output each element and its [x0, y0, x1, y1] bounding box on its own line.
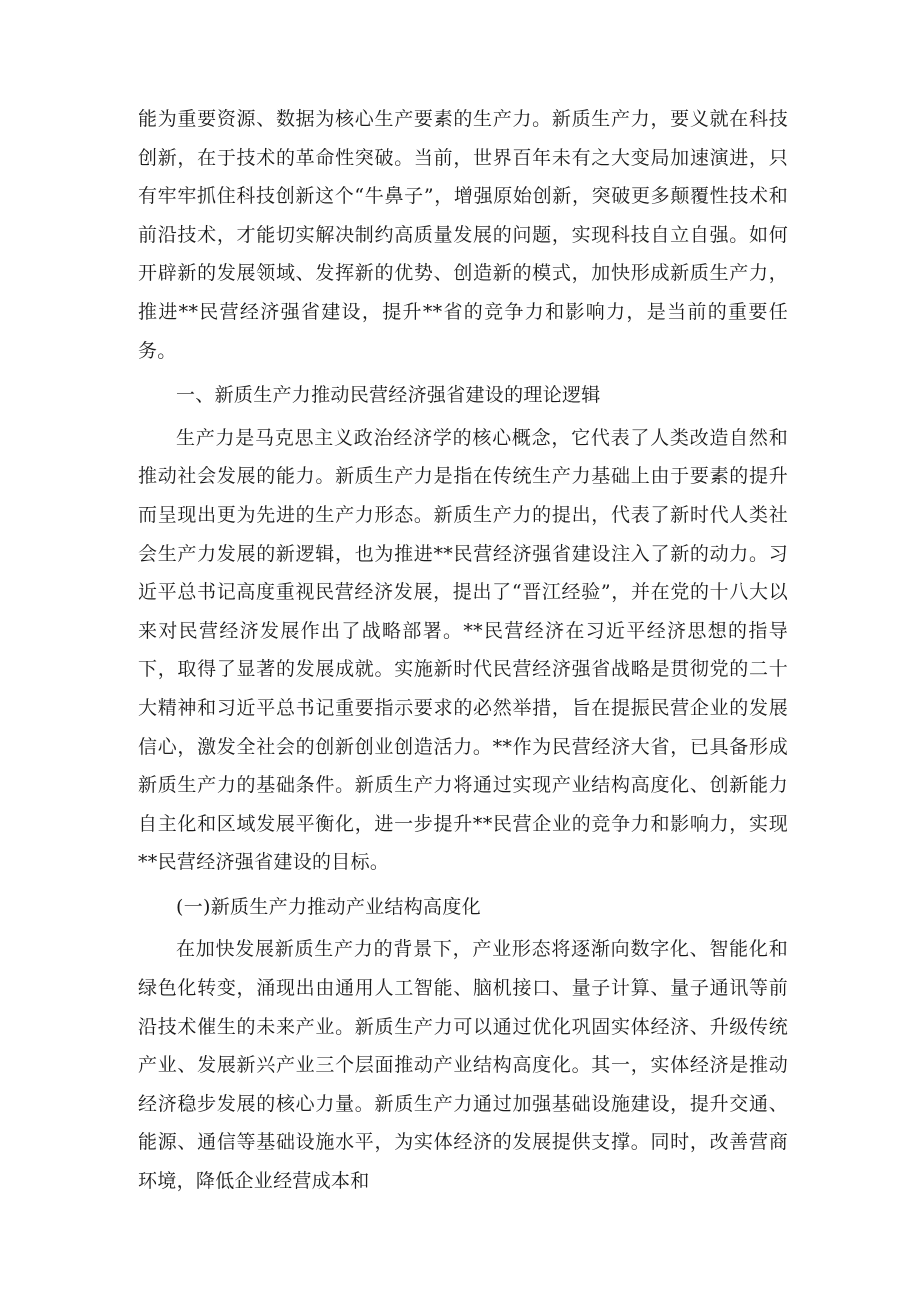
- section-heading-1: 一、新质生产力推动民营经济强省建设的理论逻辑: [176, 384, 601, 407]
- paragraph-industry-structure: 在加快发展新质生产力的背景下，产业形态将逐渐向数字化、智能化和绿色化转变，涌现出由通用人工智能、脑机接口、量子计算、量子通讯等前沿技术催生的未来产业。新质生产力可以通过优化巩固实体经济、升级传统产业、发展新兴产业三个层面推动产业结构高度化。其一，实体经济是推动经济稳步发展的核心力量。新质生产力通过加强基础设施建设，提升交通、能源、通信等基础设施水平，为实体经济的发展提供支撑。同时，改善营商环境，降低企业经营成本和: [138, 938, 788, 1193]
- document-body: [138, 100, 788, 1201]
- subsection-heading-1: (一)新质生产力推动产业结构高度化: [176, 895, 481, 918]
- paragraph-theory: 生产力是马克思主义政治经济学的核心概念，它代表了人类改造自然和推动社会发展的能力。新质生产力是指在传统生产力基础上由于要素的提升而呈现出更为先进的生产力形态。新质生产力的提出，代表了新时代人类社会生产力发展的新逻辑，也为推进**民营经济强省建设注入了新的动力。习近平总书记高度重视民营经济发展，提出了“晋江经验”，并在党的十八大以来对民营经济发展作出了战略部署。**民营经济在习近平经济思想的指导下，取得了显著的发展成就。实施新时代民营经济强省战略是贯彻党的二十大精神和习近平总书记重要指示要求的必然举措，旨在提振民营企业的发展信心，激发全社会的创新创业创造活力。**作为民营经济大省，已具备形成新质生产力的基础条件。新质生产力将通过实现产业结构高度化、创新能力自主化和区域发展平衡化，进一步提升**民营企业的竞争力和影响力，实现**民营经济强省建设的目标。: [138, 426, 788, 874]
- paragraph-intro-continued: 能为重要资源、数据为核心生产要素的生产力。新质生产力，要义就在科技创新，在于技术的革命性突破。当前，世界百年未有之大变局加速演进，只有牢牢抓住科技创新这个“牛鼻子”，增强原始创新，突破更多颠覆性技术和前沿技术，才能切实解决制约高质量发展的问题，实现科技自立自强。如何开辟新的发展领域、发挥新的优势、创造新的模式，加快形成新质生产力，推进**民营经济强省建设，提升**省的竞争力和影响力，是当前的重要任务。: [138, 108, 788, 362]
